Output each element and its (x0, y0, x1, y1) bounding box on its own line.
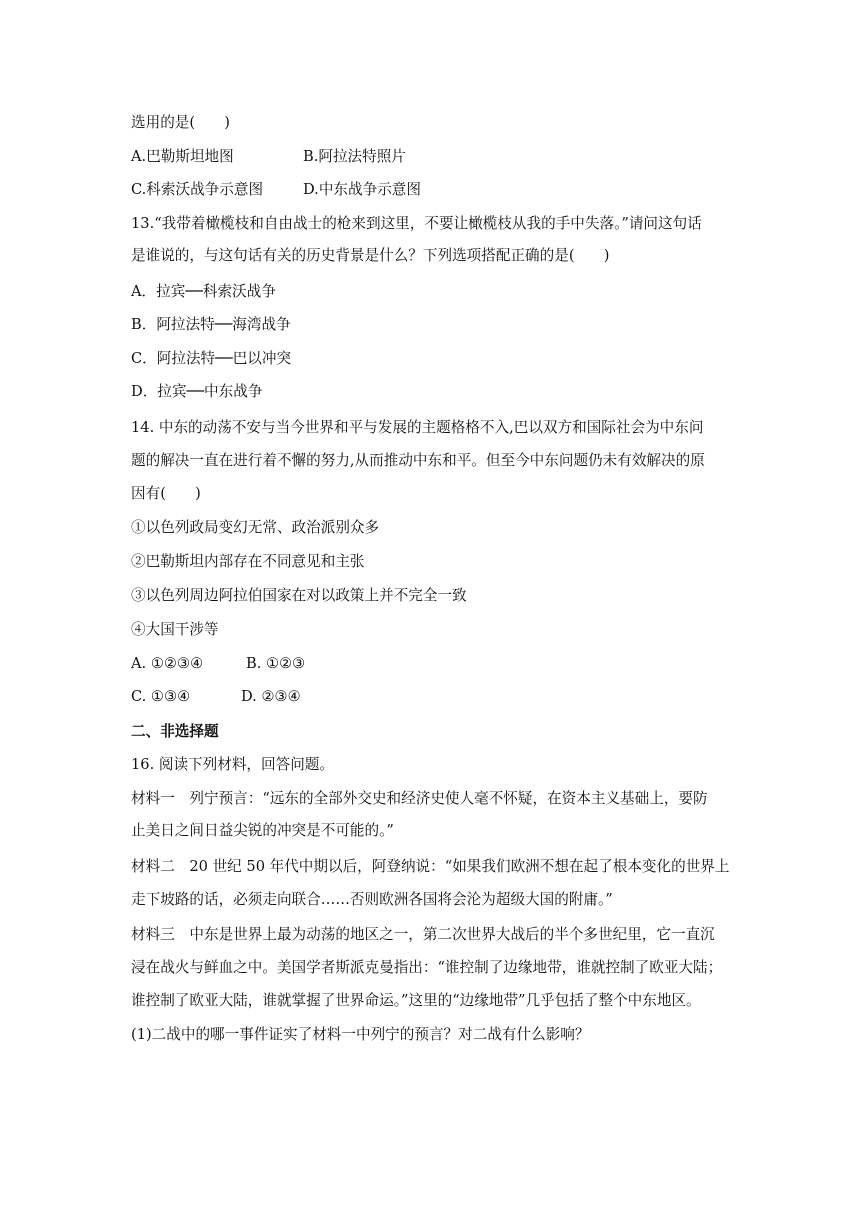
q16-material-1-line-1: 材料一 列宁预言：“远东的全部外交史和经济史使人毫不怀疑，在资本主义基础上，要防 (131, 790, 708, 807)
q13-option-a: A．拉宾──科索沃战争 (131, 283, 276, 300)
q12-options-row-1 (131, 147, 750, 167)
q12-tail: 选用的是( ) (131, 114, 230, 131)
q14-option-b: B. ①②③ (246, 655, 306, 672)
q13-option-d: D．拉宾──中东战争 (131, 383, 263, 400)
section-title-non-choice: 二、非选择题 (131, 723, 219, 740)
q16-material-2-line-1: 材料二 20 世纪 50 年代中期以后，阿登纳说：“如果我们欧洲不想在起了根本变化的世界上 (131, 858, 730, 875)
q12-options-row-2 (131, 180, 750, 200)
q16-material-1-line-2: 止美日之间日益尖锐的冲突是不可能的。” (131, 822, 394, 839)
q13-stem-line-1: 13.“我带着橄榄枝和自由战士的枪来到这里，不要让橄榄枝从我的手中失落。”请问这句话 (131, 215, 702, 232)
q14-item-3: ③以色列周边阿拉伯国家在对以政策上并不完全一致 (131, 587, 467, 604)
q14-option-c: C. ①③④ (131, 688, 191, 705)
q12-option-c: C.科索沃战争示意图 (131, 181, 264, 198)
q14-options-row-1 (131, 654, 750, 674)
q12-option-a: A.巴勒斯坦地图 (131, 148, 234, 165)
q12-option-d: D.中东战争示意图 (303, 181, 421, 198)
q14-item-2: ②巴勒斯坦内部存在不同意见和主张 (131, 553, 365, 570)
q14-stem-line-3: 因有( ) (131, 485, 201, 502)
q16-material-2-line-2: 走下坡路的话，必须走向联合……否则欧洲各国将会沦为超级大国的附庸。” (131, 891, 613, 908)
q16-material-3-line-3: 谁控制了欧亚大陆，谁就掌握了世界命运。”这里的“边缘地带”几乎包括了整个中东地区。 (131, 992, 701, 1009)
q14-item-4: ④大国干涉等 (131, 621, 219, 638)
q16-material-3-line-2: 浸在战火与鲜血之中。美国学者斯派克曼指出：“谁控制了边缘地带，谁就控制了欧亚大陆； (131, 959, 723, 976)
q12-option-b: B.阿拉法特照片 (303, 148, 406, 165)
q16-material-3-line-1: 材料三 中东是世界上最为动荡的地区之一，第二次世界大战后的半个多世纪里，它一直沉 (131, 926, 715, 943)
q14-option-d: D. ②③④ (241, 688, 301, 705)
q14-item-1: ①以色列政局变幻无常、政治派别众多 (131, 519, 380, 536)
q16-intro: 16. 阅读下列材料，回答问题。 (131, 756, 334, 773)
q13-stem-line-2: 是谁说的，与这句话有关的历史背景是什么？下列选项搭配正确的是( ) (131, 247, 610, 264)
q16-question-1: (1)二战中的哪一事件证实了材料一中列宁的预言？对二战有什么影响？ (131, 1026, 590, 1043)
q14-stem-line-1: 14. 中东的动荡不安与当今世界和平与发展的主题格格不入,巴以双方和国际社会为中东问 (131, 419, 704, 436)
q14-options-row-2 (131, 687, 750, 707)
q14-option-a: A. ①②③④ (131, 655, 204, 672)
q13-option-c: C．阿拉法特──巴以冲突 (131, 350, 292, 367)
q13-option-b: B．阿拉法特──海湾战争 (131, 316, 291, 333)
q14-stem-line-2: 题的解决一直在进行着不懈的努力,从而推动中东和平。但至今中东问题仍未有效解决的原 (131, 452, 705, 469)
